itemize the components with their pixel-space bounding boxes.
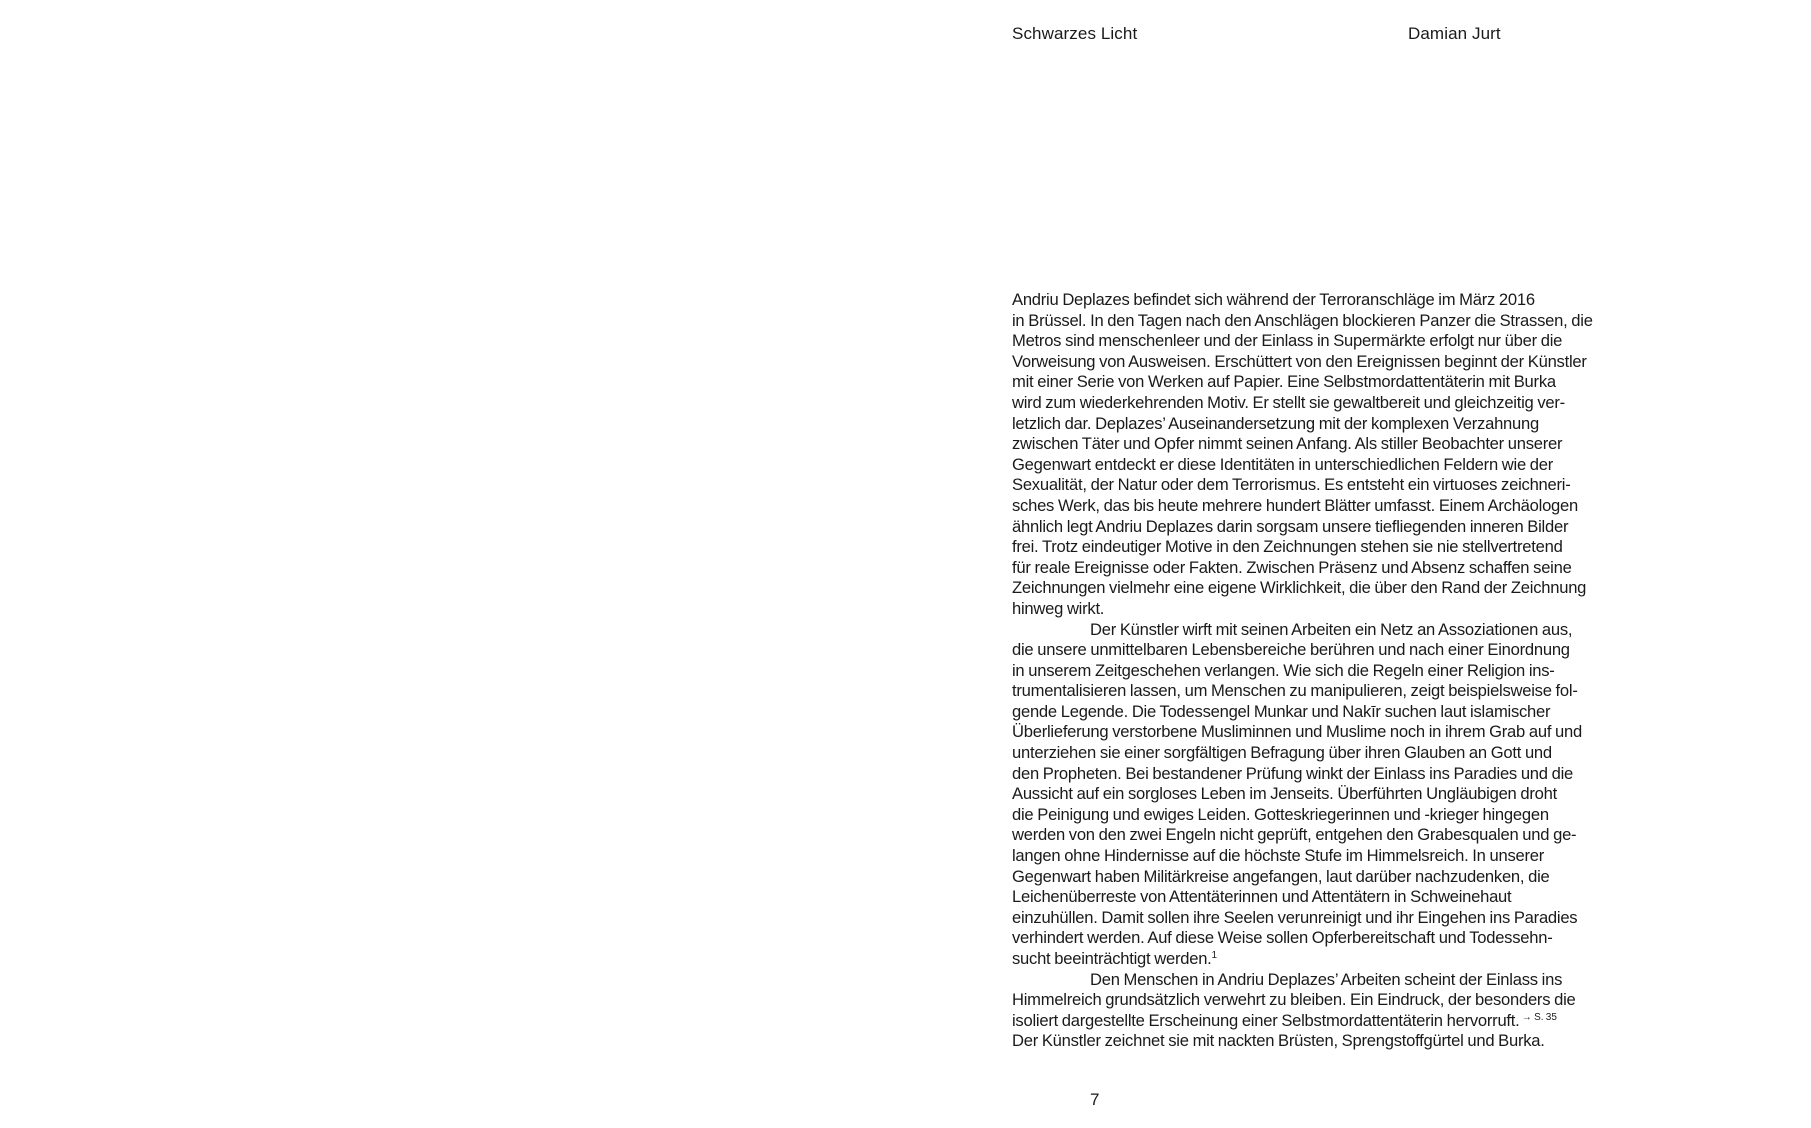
text-line: Der Künstler zeichnet sie mit nackten Brüsten, Sprengstoffgürtel und Burka. <box>1012 1031 1545 1051</box>
text-line: Zeichnungen vielmehr eine eigene Wirklichkeit, die über den Rand der Zeichnung <box>1012 578 1587 598</box>
text-line: Der Künstler wirft mit seinen Arbeiten ein Netz an Assoziationen aus, <box>1090 619 1573 639</box>
footnote-ref[interactable]: 1 <box>1211 950 1218 961</box>
text-line: trumentalisieren lassen, um Menschen zu manipulieren, zeigt beispielsweise fol- <box>1012 681 1578 701</box>
text-line: sches Werk, das bis heute mehrere hundert Blätter umfasst. Einem Archäologen <box>1012 495 1578 515</box>
text-line: unterziehen sie einer sorgfältigen Befragung über ihren Glauben an Gott und <box>1012 743 1552 763</box>
text-line: gende Legende. Die Todessengel Munkar und Nakīr suchen laut islamischer <box>1012 701 1551 721</box>
paragraph <box>1012 290 1652 620</box>
text-line: einzuhüllen. Damit sollen ihre Seelen verunreinigt und ihr Eingehen ins Paradies <box>1012 907 1578 927</box>
text-line: hinweg wirkt. <box>1012 598 1105 618</box>
text-line: letzlich dar. Deplazes’ Auseinandersetzung mit der komplexen Verzahnung <box>1012 413 1539 433</box>
text-line: mit einer Serie von Werken auf Papier. Eine Selbstmordattentäterin mit Burka <box>1012 372 1556 392</box>
text-line: Himmelreich grundsätzlich verwehrt zu bleiben. Ein Eindruck, der besonders die <box>1012 990 1576 1010</box>
text-line: frei. Trotz eindeutiger Motive in den Zeichnungen stehen sie nie stellvertretend <box>1012 537 1563 557</box>
text-line: Andriu Deplazes befindet sich während der Terroranschläge im März 2016 <box>1012 290 1535 309</box>
text-line: in unserem Zeitgeschehen verlangen. Wie sich die Regeln einer Religion ins- <box>1012 660 1555 680</box>
page-number: 7 <box>1090 1090 1100 1109</box>
text-line: Vorweisung von Ausweisen. Erschüttert von den Ereignissen beginnt der Künstler <box>1012 351 1587 371</box>
text-line: Den Menschen in Andriu Deplazes’ Arbeiten scheint der Einlass ins <box>1090 969 1563 989</box>
text-line: zwischen Täter und Opfer nimmt seinen Anfang. Als stiller Beobachter unserer <box>1012 434 1563 454</box>
text-line: Aussicht auf ein sorgloses Leben im Jenseits. Überführten Ungläubigen droht <box>1012 784 1557 804</box>
paragraph <box>1012 970 1652 1052</box>
text-line: Überlieferung verstorbene Musliminnen und Muslime noch in ihrem Grab auf und <box>1012 722 1582 742</box>
text-line: Gegenwart haben Militärkreise angefangen, laut darüber nachzudenken, die <box>1012 866 1550 886</box>
text-line: den Propheten. Bei bestandener Prüfung winkt der Einlass ins Paradies und die <box>1012 763 1574 783</box>
paragraph <box>1012 620 1652 970</box>
cross-reference[interactable]: → S. 35 <box>1519 1011 1557 1023</box>
text-line: Gegenwart entdeckt er diese Identitäten in unterschiedlichen Feldern wie der <box>1012 454 1554 474</box>
text-line: ähnlich legt Andriu Deplazes darin sorgsam unsere tiefliegenden inneren Bilder <box>1012 516 1569 536</box>
body-text <box>1012 290 1652 1052</box>
running-author: Damian Jurt <box>1408 24 1501 43</box>
text-line: für reale Ereignisse oder Fakten. Zwischen Präsenz und Absenz schaffen seine <box>1012 557 1572 577</box>
text-line: in Brüssel. In den Tagen nach den Anschlägen blockieren Panzer die Strassen, die <box>1012 310 1593 330</box>
text-line: Sexualität, der Natur oder dem Terrorismus. Es entsteht ein virtuoses zeichneri- <box>1012 475 1571 495</box>
running-title: Schwarzes Licht <box>1012 24 1138 43</box>
text-line: isoliert dargestellte Erscheinung einer Selbstmordattentäterin hervorruft. $^{\to S. 35}$ <box>1012 1010 1557 1030</box>
text-line: die Peinigung und ewiges Leiden. Gotteskriegerinnen und -krieger hingegen <box>1012 804 1549 824</box>
text-line: werden von den zwei Engeln nicht geprüft, entgehen den Grabesqualen und ge- <box>1012 825 1577 845</box>
text-line: langen ohne Hindernisse auf die höchste Stufe im Himmelsreich. In unserer <box>1012 846 1545 866</box>
text-line: wird zum wiederkehrenden Motiv. Er stellt sie gewaltbereit und gleichzeitig ver- <box>1012 392 1565 412</box>
text-line: sucht beeinträchtigt werden.$^1$ <box>1012 949 1218 968</box>
text-line: die unsere unmittelbaren Lebensbereiche berühren und nach einer Einordnung <box>1012 640 1570 660</box>
text-line: Leichenüberreste von Attentäterinnen und Attentätern in Schweinehaut <box>1012 887 1512 907</box>
text-line: Metros sind menschenleer und der Einlass in Supermärkte erfolgt nur über die <box>1012 331 1563 351</box>
text-line: verhindert werden. Auf diese Weise sollen Opferbereitschaft und Todessehn- <box>1012 928 1553 948</box>
